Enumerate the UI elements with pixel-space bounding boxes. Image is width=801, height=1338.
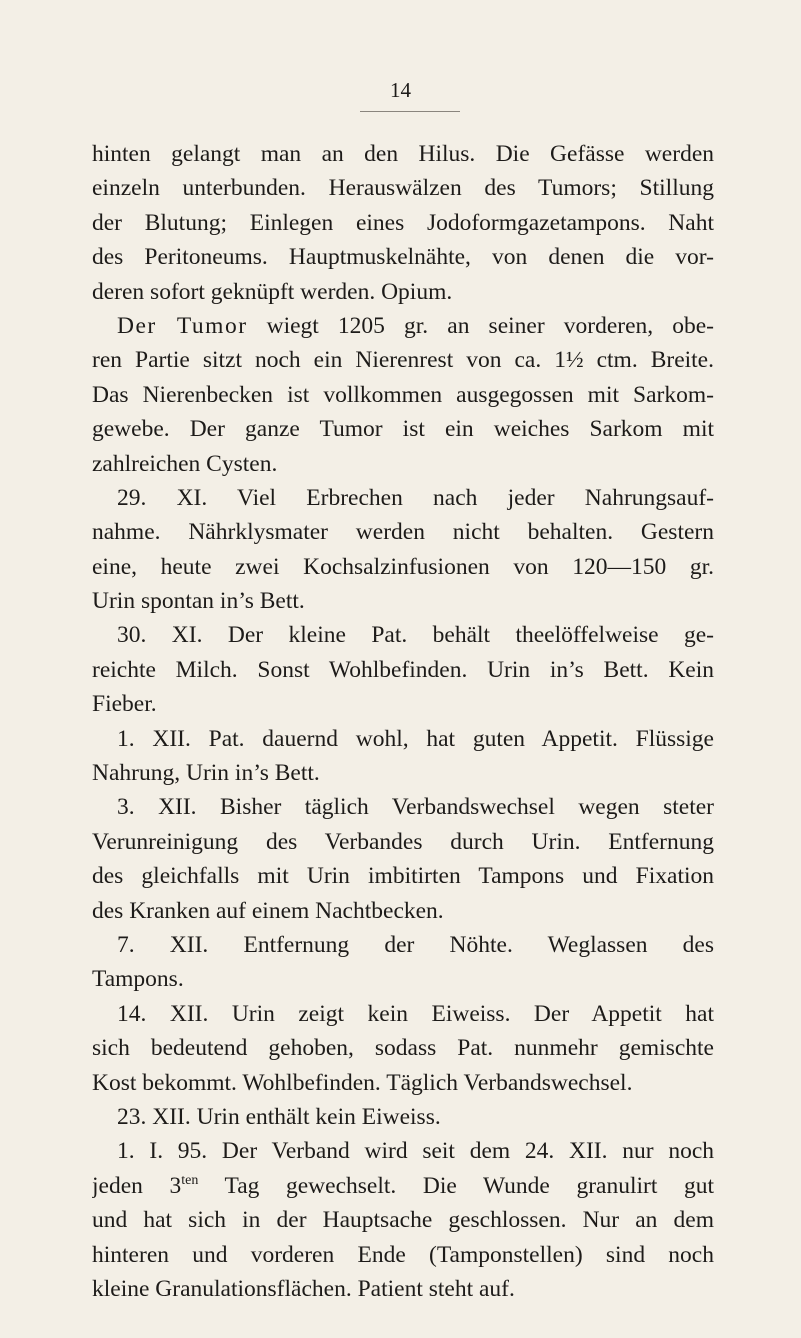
text-line: ren Partie sitzt noch ein Nierenrest von ca. 1½ ctm. Breite. xyxy=(92,347,714,374)
text-line: reichte Milch. Sonst Wohlbefinden. Urin in’s Bett. Kein xyxy=(92,656,714,683)
text-line: zahlreichen Cysten. xyxy=(92,450,278,477)
text-line: kleine Granulationsflächen. Patient steht auf. xyxy=(92,1275,515,1302)
text-line: des Peritoneums. Hauptmuskelnähte, von denen die vor- xyxy=(92,244,714,271)
text-line: nahme. Nährklysmater werden nicht behalten. Gestern xyxy=(92,519,714,546)
text-line: Verunreinigung des Verbandes durch Urin. Entfernung xyxy=(92,828,714,855)
text-line: 7. XII. Entfernung der Nöhte. Weglassen des xyxy=(117,931,714,958)
text-line: der Blutung; Einlegen eines Jodoformgazetampons. Naht xyxy=(92,209,714,236)
text-line: 3. XII. Bisher täglich Verbandswechsel wegen steter xyxy=(117,794,714,821)
text-line: hinteren und vorderen Ende (Tamponstellen) sind noch xyxy=(92,1241,714,1268)
header-rule xyxy=(360,111,460,112)
text-line: eine, heute zwei Kochsalzinfusionen von 120—150 gr. xyxy=(92,553,714,580)
text-line: des gleichfalls mit Urin imbitirten Tampons und Fixation xyxy=(92,863,714,890)
text-line: 1. XII. Pat. dauernd wohl, hat guten Appetit. Flüssige xyxy=(117,725,714,752)
text-line: 23. XII. Urin enthält kein Eiweiss. xyxy=(117,1103,441,1130)
text-line: und hat sich in der Hauptsache geschlossen. Nur an dem xyxy=(92,1207,714,1234)
text-line: einzeln unterbunden. Herauswälzen des Tumors; Stillung xyxy=(92,175,714,202)
text-line: 14. XII. Urin zeigt kein Eiweiss. Der Appetit hat xyxy=(117,1000,714,1027)
text-line: 1. I. 95. Der Verband wird seit dem 24. XII. nur noch xyxy=(117,1138,714,1165)
text-line: Kost bekommt. Wohlbefinden. Täglich Verbandswechsel. xyxy=(92,1069,633,1096)
text-line: Fieber. xyxy=(92,691,157,718)
text-line: gewebe. Der ganze Tumor ist ein weiches Sarkom mit xyxy=(92,416,714,443)
text-line: Nahrung, Urin in’s Bett. xyxy=(92,760,320,787)
text-line: sich bedeutend gehoben, sodass Pat. nunmehr gemischte xyxy=(92,1035,714,1062)
text-line: jeden $3^{ten}$ Tag gewechselt. Die Wunde granulirt gut xyxy=(92,1172,714,1199)
text-line: Der Tumor wiegt 1205 gr. an seiner vorderen, obe- xyxy=(117,312,714,339)
body-text xyxy=(92,137,714,1306)
text-line: 30. XI. Der kleine Pat. behält theelöffelweise ge- xyxy=(117,622,714,649)
text-line: deren sofort geknüpft werden. Opium. xyxy=(92,278,453,305)
text-line: Urin spontan in’s Bett. xyxy=(92,588,305,615)
text-line: hinten gelangt man an den Hilus. Die Gefässe werden xyxy=(92,141,714,167)
text-line: des Kranken auf einem Nachtbecken. xyxy=(92,897,444,924)
text-line: 29. XI. Viel Erbrechen nach jeder Nahrungsauf- xyxy=(117,484,714,511)
text-line: Tampons. xyxy=(92,966,184,993)
text-line: Das Nierenbecken ist vollkommen ausgegossen mit Sarkom- xyxy=(92,381,714,408)
page-number: 14 xyxy=(390,78,411,102)
